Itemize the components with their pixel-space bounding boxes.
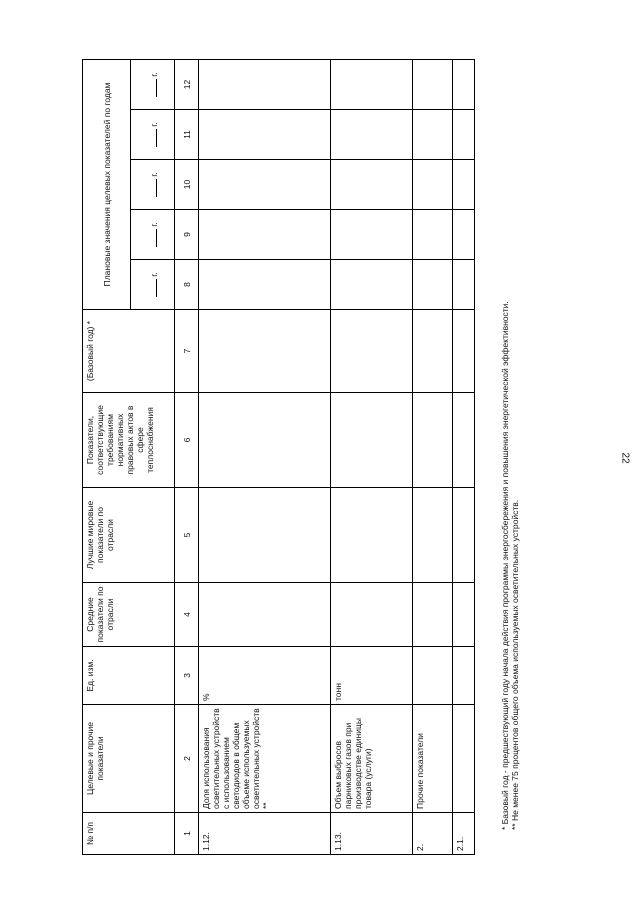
row-unit: % xyxy=(199,647,331,705)
row-num: 2.1. xyxy=(453,813,475,855)
row-year-1 xyxy=(453,260,475,310)
row-best xyxy=(453,488,475,583)
row-year-4 xyxy=(453,110,475,160)
row-year-1 xyxy=(413,260,453,310)
row-regulatory xyxy=(453,393,475,488)
header-unit: Ед. изм. xyxy=(83,647,175,705)
row-year-3 xyxy=(199,160,331,210)
row-avg xyxy=(453,583,475,647)
footnote-lighting: ** Не менее 75 процентов общего объема используемых осветительных устройств. xyxy=(510,499,520,830)
row-regulatory xyxy=(413,393,453,488)
row-year-5 xyxy=(331,59,413,109)
row-name: Прочие показатели xyxy=(413,705,453,813)
header-year-2: г. xyxy=(131,210,175,260)
header-planned: Плановые значения целевых показателей по годам xyxy=(83,59,131,309)
col-num-10: 10 xyxy=(175,160,199,210)
header-row-1 xyxy=(83,59,131,854)
header-avg: Средние показатели по отрасли xyxy=(83,583,175,647)
col-num-8: 8 xyxy=(175,260,199,310)
col-num-4: 4 xyxy=(175,583,199,647)
row-name: Доля использования осветительных устройств с использованием светодиодов в общем объеме используемых осветительных устройств ** xyxy=(199,705,331,813)
table-row xyxy=(453,59,475,854)
row-avg xyxy=(199,583,331,647)
header-best: Лучшие мировые показатели по отрасли xyxy=(83,488,175,583)
row-num: 1.13. xyxy=(331,813,413,855)
row-unit: тонн xyxy=(331,647,413,705)
row-best xyxy=(413,488,453,583)
col-num-1: 1 xyxy=(175,813,199,855)
row-best xyxy=(199,488,331,583)
row-regulatory xyxy=(199,393,331,488)
col-num-7: 7 xyxy=(175,310,199,393)
row-base-year xyxy=(331,310,413,393)
header-year-1: г. xyxy=(131,260,175,310)
row-avg xyxy=(413,583,453,647)
row-num: 2. xyxy=(413,813,453,855)
row-year-3 xyxy=(331,160,413,210)
rotated-table-container xyxy=(82,60,475,855)
row-year-2 xyxy=(413,210,453,260)
row-year-2 xyxy=(199,210,331,260)
header-num: № п/п xyxy=(83,813,175,855)
row-year-4 xyxy=(331,110,413,160)
row-year-4 xyxy=(413,110,453,160)
table-row xyxy=(413,59,453,854)
row-base-year xyxy=(453,310,475,393)
target-indicators-table xyxy=(82,59,475,855)
row-year-4 xyxy=(199,110,331,160)
footnote-base-year: * Базовый год - предшествующий году начала действия программы энергосбережения и повышения энергетической эффективности. xyxy=(500,301,510,830)
col-num-5: 5 xyxy=(175,488,199,583)
row-year-1 xyxy=(199,260,331,310)
row-best xyxy=(331,488,413,583)
header-year-4: г. xyxy=(131,110,175,160)
header-year-3: г. xyxy=(131,160,175,210)
header-base-year: (Базовый год) * xyxy=(83,310,175,393)
row-name: Объем выбросов парниковых газов при производстве единицы товара (услуги) xyxy=(331,705,413,813)
row-unit xyxy=(413,647,453,705)
row-base-year xyxy=(199,310,331,393)
table-row xyxy=(331,59,413,854)
row-unit xyxy=(453,647,475,705)
row-year-5 xyxy=(413,59,453,109)
row-year-5 xyxy=(199,59,331,109)
row-year-3 xyxy=(453,160,475,210)
header-year-5: г. xyxy=(131,59,175,109)
row-avg xyxy=(331,583,413,647)
row-year-1 xyxy=(331,260,413,310)
header-indicators: Целевые и прочие показатели xyxy=(83,705,175,813)
row-regulatory xyxy=(331,393,413,488)
col-num-11: 11 xyxy=(175,110,199,160)
page-number: 22 xyxy=(619,452,631,464)
table-row xyxy=(199,59,331,854)
col-num-3: 3 xyxy=(175,647,199,705)
column-number-row xyxy=(175,59,199,854)
footnotes xyxy=(500,70,540,830)
header-regulatory: Показатели, соответствующие требованиям нормативных правовых актов в сфере теплоснабжения xyxy=(83,393,175,488)
col-num-2: 2 xyxy=(175,705,199,813)
row-year-5 xyxy=(453,59,475,109)
col-num-6: 6 xyxy=(175,393,199,488)
row-year-3 xyxy=(413,160,453,210)
row-base-year xyxy=(413,310,453,393)
row-name xyxy=(453,705,475,813)
row-year-2 xyxy=(331,210,413,260)
row-year-2 xyxy=(453,210,475,260)
col-num-9: 9 xyxy=(175,210,199,260)
row-num: 1.12. xyxy=(199,813,331,855)
col-num-12: 12 xyxy=(175,59,199,109)
